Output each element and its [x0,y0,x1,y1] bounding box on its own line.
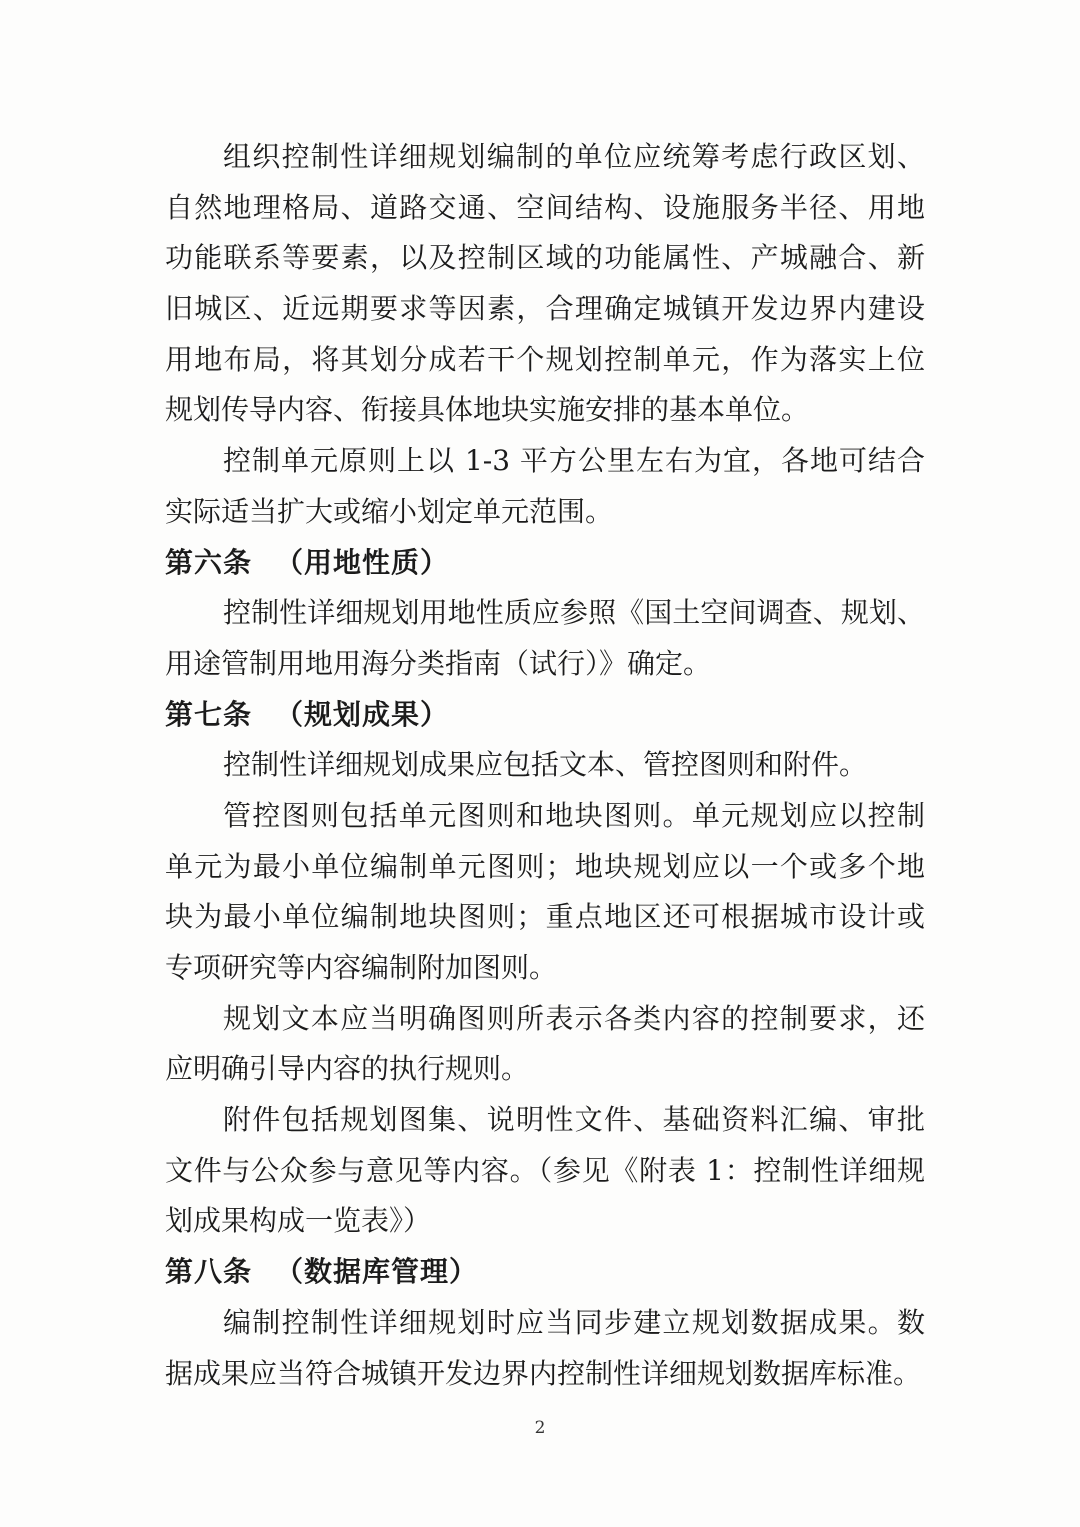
paragraph-line: 控制性详细规划用地性质应参照《国土空间调查、规划、 [223,596,925,630]
paragraph-line: 据成果应当符合城镇开发边界内控制性详细规划数据库标准。 [165,1356,922,1390]
paragraph-line: 编制控制性详细规划时应当同步建立规划数据成果。数 [223,1305,925,1339]
article-title: （数据库管理） [275,1255,479,1289]
paragraph-line: 用地布局，将其划分成若干个规划控制单元，作为落实上位 [165,342,925,376]
paragraph-line: 划成果构成一览表》） [165,1204,432,1238]
paragraph-line: 规划文本应当明确图则所表示各类内容的控制要求，还 [223,1001,925,1035]
paragraph-line: 管控图则包括单元图则和地块图则。单元规划应以控制 [223,798,925,832]
paragraph-line: 组织控制性详细规划编制的单位应统筹考虑行政区划、 [223,140,925,173]
article-title: （规划成果） [275,697,450,731]
article-heading-7 [165,690,925,741]
paragraph-line: 自然地理格局、道路交通、空间结构、设施服务半径、用地 [165,190,925,224]
paragraph-line: 附件包括规划图集、说明性文件、基础资料汇编、审批 [223,1103,925,1137]
article-number: 第六条 [165,545,253,579]
paragraph-line: 专项研究等内容编制附加图则。 [165,951,558,984]
paragraph-line: 块为最小单位编制地块图则；重点地区还可根据城市设计或 [165,900,925,934]
paragraph-line: 应明确引导内容的执行规则。 [165,1052,530,1086]
article-title: （用地性质） [275,545,450,579]
paragraph-line: 文件与公众参与意见等内容。（参见《附表 1：控制性详细规 [165,1153,925,1187]
document-body [165,132,925,1399]
paragraph-line: 用途管制用地用海分类指南（试行）》确定。 [165,646,712,680]
paragraph-line: 控制单元原则上以 1-3 平方公里左右为宜，各地可结合 [223,444,925,478]
paragraph-line: 控制性详细规划成果应包括文本、管控图则和附件。 [223,748,868,782]
page-number: 2 [534,1418,546,1438]
article-heading-8 [165,1247,925,1298]
paragraph-line: 单元为最小单位编制单元图则；地块规划应以一个或多个地 [165,849,925,883]
paragraph-line: 实际适当扩大或缩小划定单元范围。 [165,494,614,528]
paragraph-line: 旧城区、近远期要求等因素，合理确定城镇开发边界内建设 [165,292,925,326]
article-number: 第七条 [165,697,253,731]
article-heading-6 [165,538,925,589]
paragraph-line: 功能联系等要素，以及控制区域的功能属性、产城融合、新 [165,241,925,275]
paragraph-line: 规划传导内容、衔接具体地块实施安排的基本单位。 [165,393,810,427]
article-number: 第八条 [165,1255,253,1289]
